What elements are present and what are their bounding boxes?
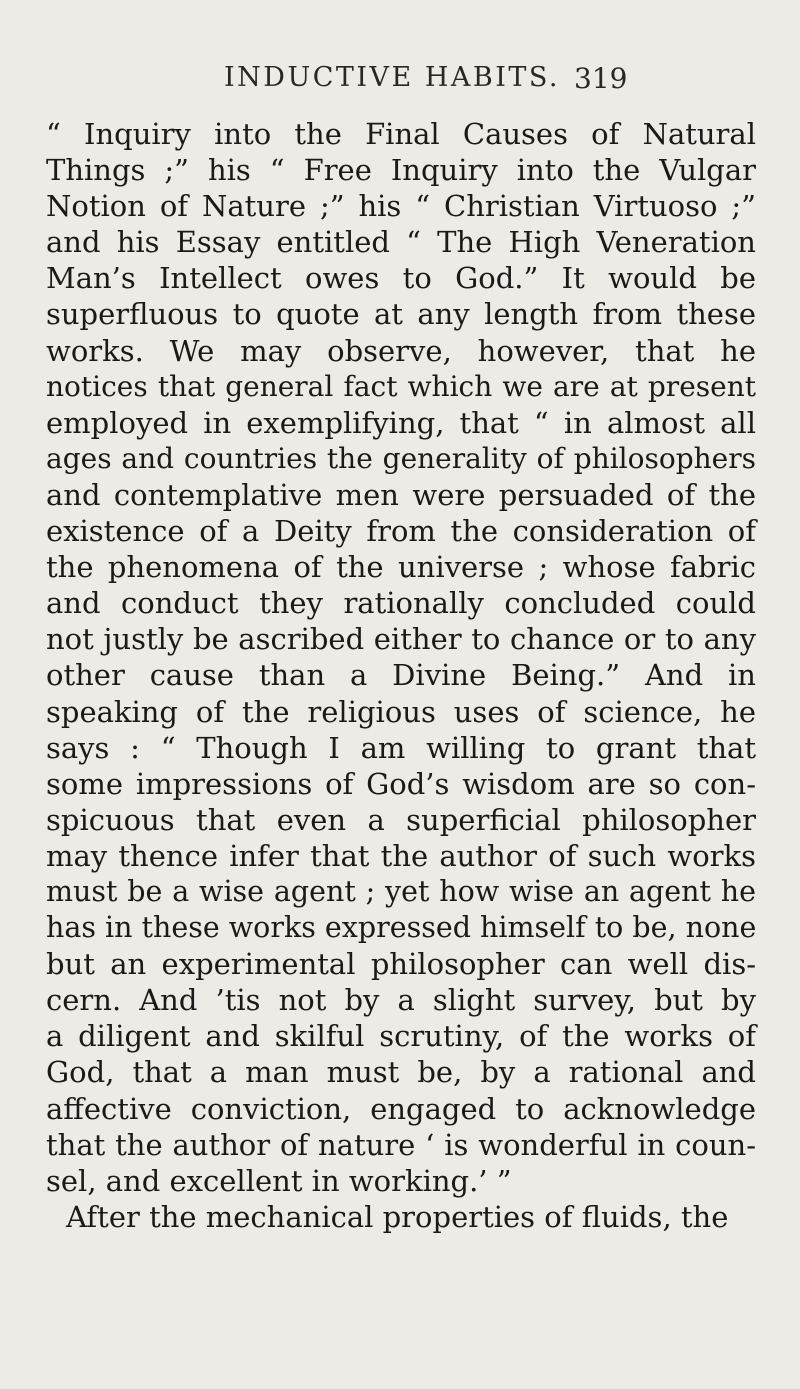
text-line: sel, and excellent in working.’ ” (46, 1163, 512, 1198)
text-line: ages and countries the generality of philosophers (46, 441, 756, 475)
text-line: Things ;” his “ Free Inquiry into the Vulgar (46, 153, 756, 188)
text-line: may thence infer that the author of such works (46, 838, 756, 873)
text-line: After the mechanical properties of fluids, the (66, 1199, 729, 1234)
text-line: and conduct they rationally concluded could (46, 586, 756, 621)
text-line: affective conviction, engaged to acknowledge (46, 1091, 756, 1126)
text-line: cern. And ’tis not by a slight survey, but by (46, 983, 756, 1018)
text-line: and contemplative men were persuaded of the (46, 477, 756, 512)
text-line: the phenomena of the universe ; whose fabric (46, 550, 756, 585)
text-line: superfluous to quote at any length from these (46, 297, 756, 332)
text-line: some impressions of God’s wisdom are so con- (46, 766, 756, 801)
text-line: Man’s Intellect owes to God.” It would be (46, 261, 756, 296)
text-line: other cause than a Divine Being.” And in (46, 658, 756, 693)
running-head (224, 62, 628, 102)
text-line: notices that general fact which we are at present (46, 369, 756, 403)
text-line: must be a wise agent ; yet how wise an agent he (46, 874, 756, 908)
running-title: INDUCTIVE HABITS. (224, 62, 560, 93)
text-line: spicuous that even a superficial philosopher (46, 802, 756, 837)
text-line: Notion of Nature ;” his “ Christian Virtuoso ;” (46, 189, 756, 224)
body-text (46, 116, 756, 1235)
text-line: speaking of the religious uses of science, he (46, 694, 756, 729)
text-line: says : “ Though I am willing to grant that (46, 730, 756, 765)
text-line: existence of a Deity from the consideration of (46, 514, 756, 549)
text-line: not justly be ascribed either to chance or to any (46, 622, 756, 657)
text-line: and his Essay entitled “ The High Veneration (46, 225, 756, 260)
text-line: that the author of nature ‘ is wonderful in coun- (46, 1127, 756, 1162)
text-line: God, that a man must be, by a rational and (46, 1055, 756, 1090)
text-line: a diligent and skilful scrutiny, of the works of (46, 1019, 756, 1054)
text-line: but an experimental philosopher can well dis- (46, 947, 756, 982)
text-line: employed in exemplifying, that “ in almost all (46, 405, 756, 440)
text-line: has in these works expressed himself to be, none (46, 911, 757, 945)
text-line: “ Inquiry into the Final Causes of Natural (46, 117, 756, 151)
text-line: works. We may observe, however, that he (46, 333, 756, 368)
page-number: 319 (574, 62, 628, 95)
